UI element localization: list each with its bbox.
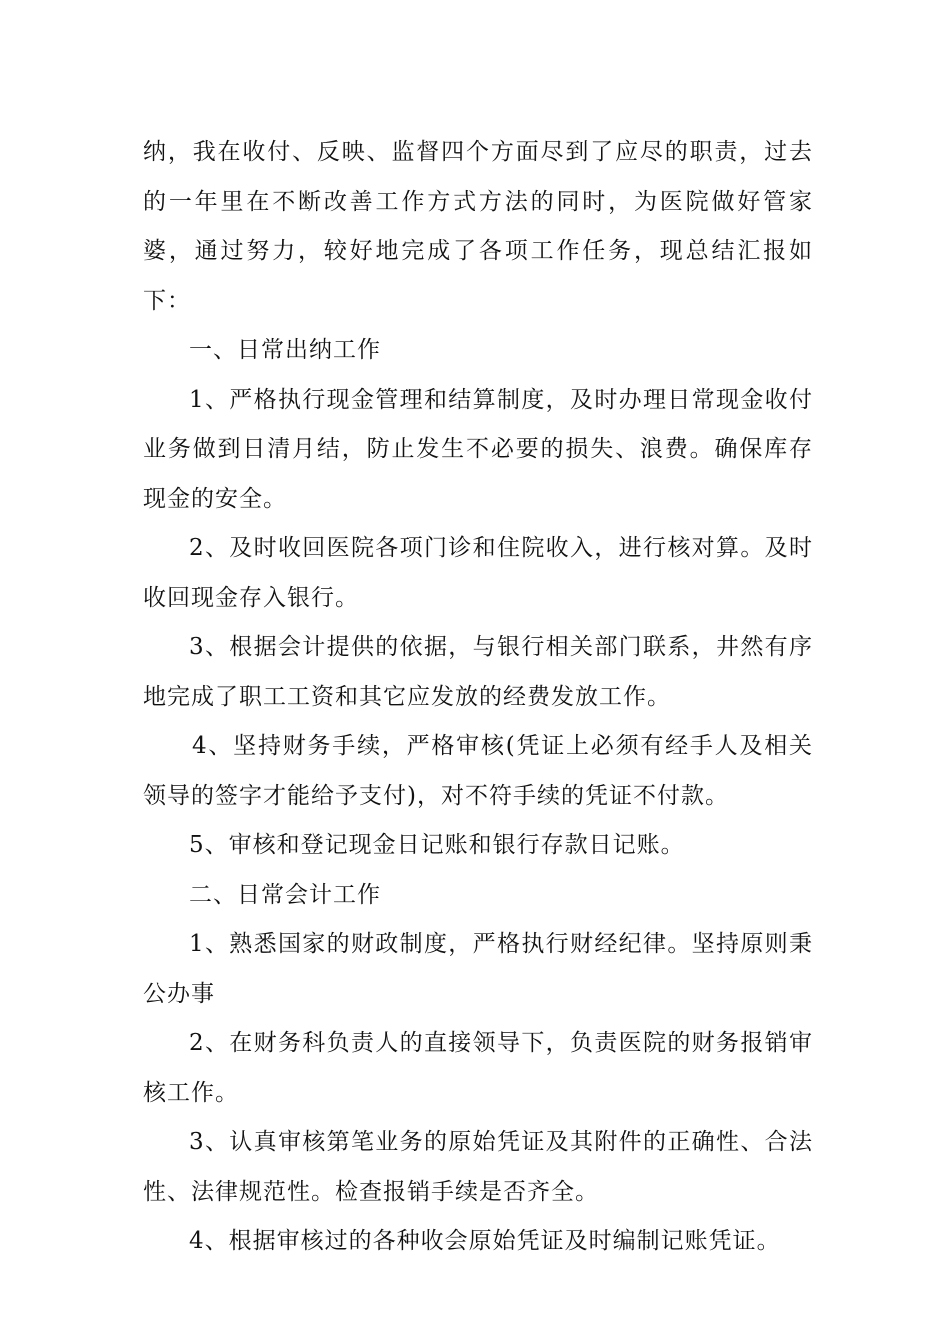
paragraph-accounting-item-2: 2、在财务科负责人的直接领导下，负责医院的财务报销审核工作。 bbox=[143, 1030, 813, 1106]
paragraph-intro: 纳，我在收付、反映、监督四个方面尽到了应尽的职责，过去的一年里在不断改善工作方式方法的同时，为医院做好管家婆，通过努力，较好地完成了各项工作任务，现总结汇报如下： bbox=[143, 139, 813, 314]
paragraph-cashier-item-2: 2、及时收回医院各项门诊和住院收入，进行核对算。及时收回现金存入银行。 bbox=[143, 535, 813, 611]
paragraph-accounting-item-4: 4、根据审核过的各种收会原始凭证及时编制记账凭证。 bbox=[189, 1228, 781, 1254]
paragraph-cashier-item-3: 3、根据会计提供的依据，与银行相关部门联系，井然有序地完成了职工工资和其它应发放的经费发放工作。 bbox=[143, 634, 813, 710]
section-heading-cashier: 一、日常出纳工作 bbox=[189, 337, 381, 363]
paragraph-cashier-item-5: 5、审核和登记现金日记账和银行存款日记账。 bbox=[189, 832, 685, 858]
section-heading-accounting: 二、日常会计工作 bbox=[189, 881, 381, 908]
paragraph-accounting-item-3: 3、认真审核第笔业务的原始凭证及其附件的正确性、合法性、法律规范性。检查报销手续是否齐全。 bbox=[143, 1129, 813, 1205]
paragraph-accounting-item-1: 1、熟悉国家的财政制度，严格执行财经纪律。坚持原则秉公办事 bbox=[143, 931, 813, 1007]
document-body bbox=[143, 128, 813, 1267]
paragraph-cashier-item-1: 1、严格执行现金管理和结算制度，及时办理日常现金收付业务做到日清月结，防止发生不必要的损失、浪费。确保库存现金的安全。 bbox=[143, 386, 813, 512]
paragraph-cashier-item-4: 4、坚持财务手续，严格审核(凭证上必须有经手人及相关领导的签字才能给予支付)，对不符手续的凭证不付款。 bbox=[143, 733, 813, 809]
